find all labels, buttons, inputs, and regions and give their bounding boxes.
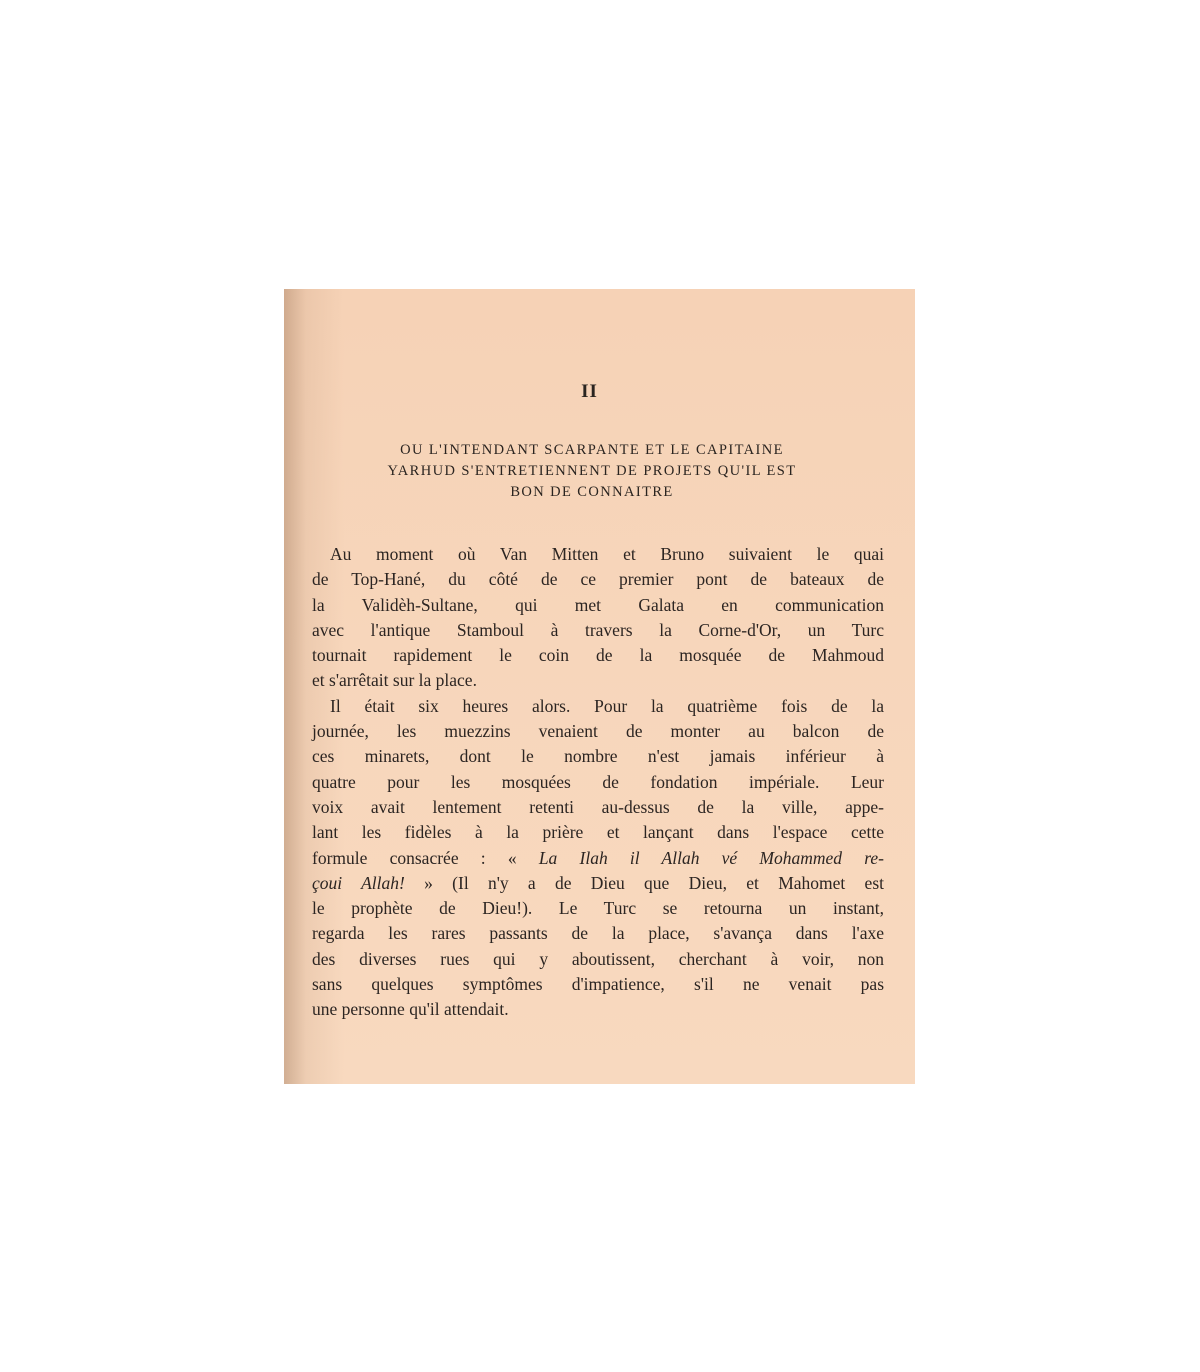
text-line: de Top-Hané, du côté de ce premier pont de bateaux de (312, 569, 884, 590)
text-line: quatre pour les mosquées de fondation impériale. Leur (312, 771, 884, 792)
text-line: regarda les rares passants de la place, s'avança dans l'axe (312, 923, 884, 944)
text-line: avec l'antique Stamboul à travers la Corne-d'Or, un Turc (312, 619, 884, 640)
text-line: le prophète de Dieu!). Le Turc se retourna un instant, (312, 898, 884, 919)
text-line: journée, les muezzins venaient de monter au balcon de (312, 721, 884, 742)
text-line: lant les fidèles à la prière et lançant dans l'espace cette (312, 822, 884, 843)
text-line: des diverses rues qui y aboutissent, cherchant à voir, non (312, 948, 884, 969)
text-line: Il était six heures alors. Pour la quatrième fois de la (330, 695, 884, 716)
text-fragment: formule consacrée : « (312, 847, 539, 868)
chapter-title-line: YARHUD S'ENTRETIENNENT DE PROJETS QU'IL EST (387, 463, 797, 479)
chapter-title (332, 440, 852, 503)
text-line: la Validèh-Sultane, qui met Galata en communication (312, 594, 884, 615)
book-page (284, 289, 915, 1084)
italic-prayer-text: La Ilah il Allah vé Mohammed re- (538, 847, 884, 868)
text-line: tournait rapidement le coin de la mosquée de Mahmoud (312, 645, 884, 666)
text-fragment: » (Il n'y a de Dieu que Dieu, et Mahomet est (404, 872, 884, 893)
body-text (312, 542, 884, 1023)
italic-prayer-text: çoui Allah! (312, 872, 405, 893)
text-line: et s'arrêtait sur la place. (312, 670, 477, 691)
text-line: Au moment où Van Mitten et Bruno suivaient le quai (330, 544, 884, 564)
chapter-number: II (581, 381, 598, 402)
chapter-title-line: BON DE CONNAITRE (510, 484, 674, 500)
text-line (312, 846, 884, 871)
text-line: ces minarets, dont le nombre n'est jamais inférieur à (312, 746, 884, 767)
text-line: une personne qu'il attendait. (312, 999, 509, 1020)
chapter-title-line: OU L'INTENDANT SCARPANTE ET LE CAPITAINE (400, 442, 784, 458)
text-line: sans quelques symptômes d'impatience, s'il ne venait pas (312, 974, 884, 995)
text-line (312, 871, 884, 896)
text-line: voix avait lentement retenti au-dessus de la ville, appe- (312, 796, 884, 817)
